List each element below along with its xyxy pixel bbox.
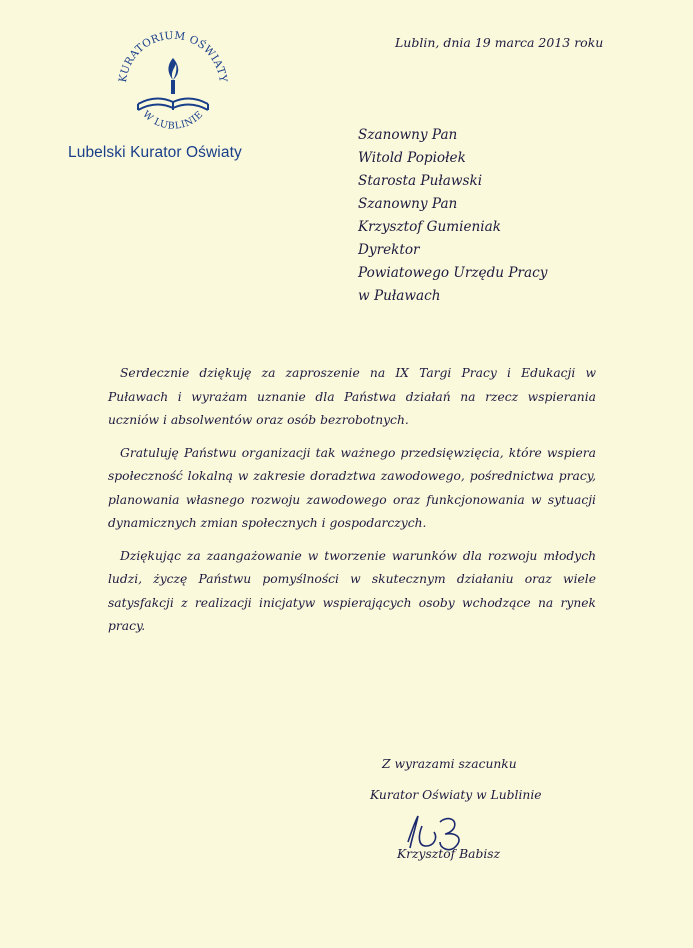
letter-date: Lublin, dnia 19 marca 2013 roku [395,35,604,50]
body-paragraph: Gratuluję Państwu organizacji tak ważnego przedsięwzięcia, które wspiera społeczność lokalną w zakresie doradztwa zawodowego, pośrednictwa pracy, planowania własnego rozwoju zawodowego oraz funkcjonowania w sytuacji dynamicznych zmian społecznych i gospodarczych. [108,445,596,530]
seal-bottom-text: W LUBLINIE [140,108,206,132]
handwritten-signature-icon [400,812,490,852]
addressee-line: Dyrektor [358,242,420,258]
closing-salutation: Z wyrazami szacunku [382,757,517,771]
body-paragraph: Serdecznie dziękuję za zaproszenie na IX Targi Pracy i Edukacji w Puławach i wyrażam uznanie dla Państwa działań na rzecz wspierania uczniów i absolwentów oraz osób bezrobotnych. [108,366,596,427]
flame-icon [168,58,178,94]
letterhead [60,24,290,174]
addressee-line: Szanowny Pan [358,196,458,212]
signer-title: Kurator Oświaty w Lublinie [370,788,542,802]
addressee-line: Krzysztof Gumieniak [358,219,501,235]
seal-top-text: KURATORIUM OŚWIATY [117,29,229,84]
body-paragraph: Dziękując za zaangażowanie w tworzenie warunków dla rozwoju młodych ludzi, życzę Państwu pomyślności w skutecznym działaniu oraz wiele satysfakcji z realizacji inicjatyw wspierających osoby wchodzące na rynek pracy. [108,548,596,633]
addressee-line: Starosta Puławski [358,173,483,189]
addressee-line: Szanowny Pan [358,127,458,143]
letter-body [108,362,596,648]
open-book-icon [138,98,208,110]
addressee-line: Witold Popiołek [358,150,466,166]
addressee-block [358,124,547,308]
closing-block [360,757,590,861]
office-name: Lubelski Kurator Oświaty [68,144,242,161]
signer-name: Krzysztof Babisz [397,847,501,861]
addressee-line: w Puławach [358,288,441,304]
addressee-line: Powiatowego Urzędu Pracy [358,265,548,281]
seal-logo-icon [108,24,238,144]
